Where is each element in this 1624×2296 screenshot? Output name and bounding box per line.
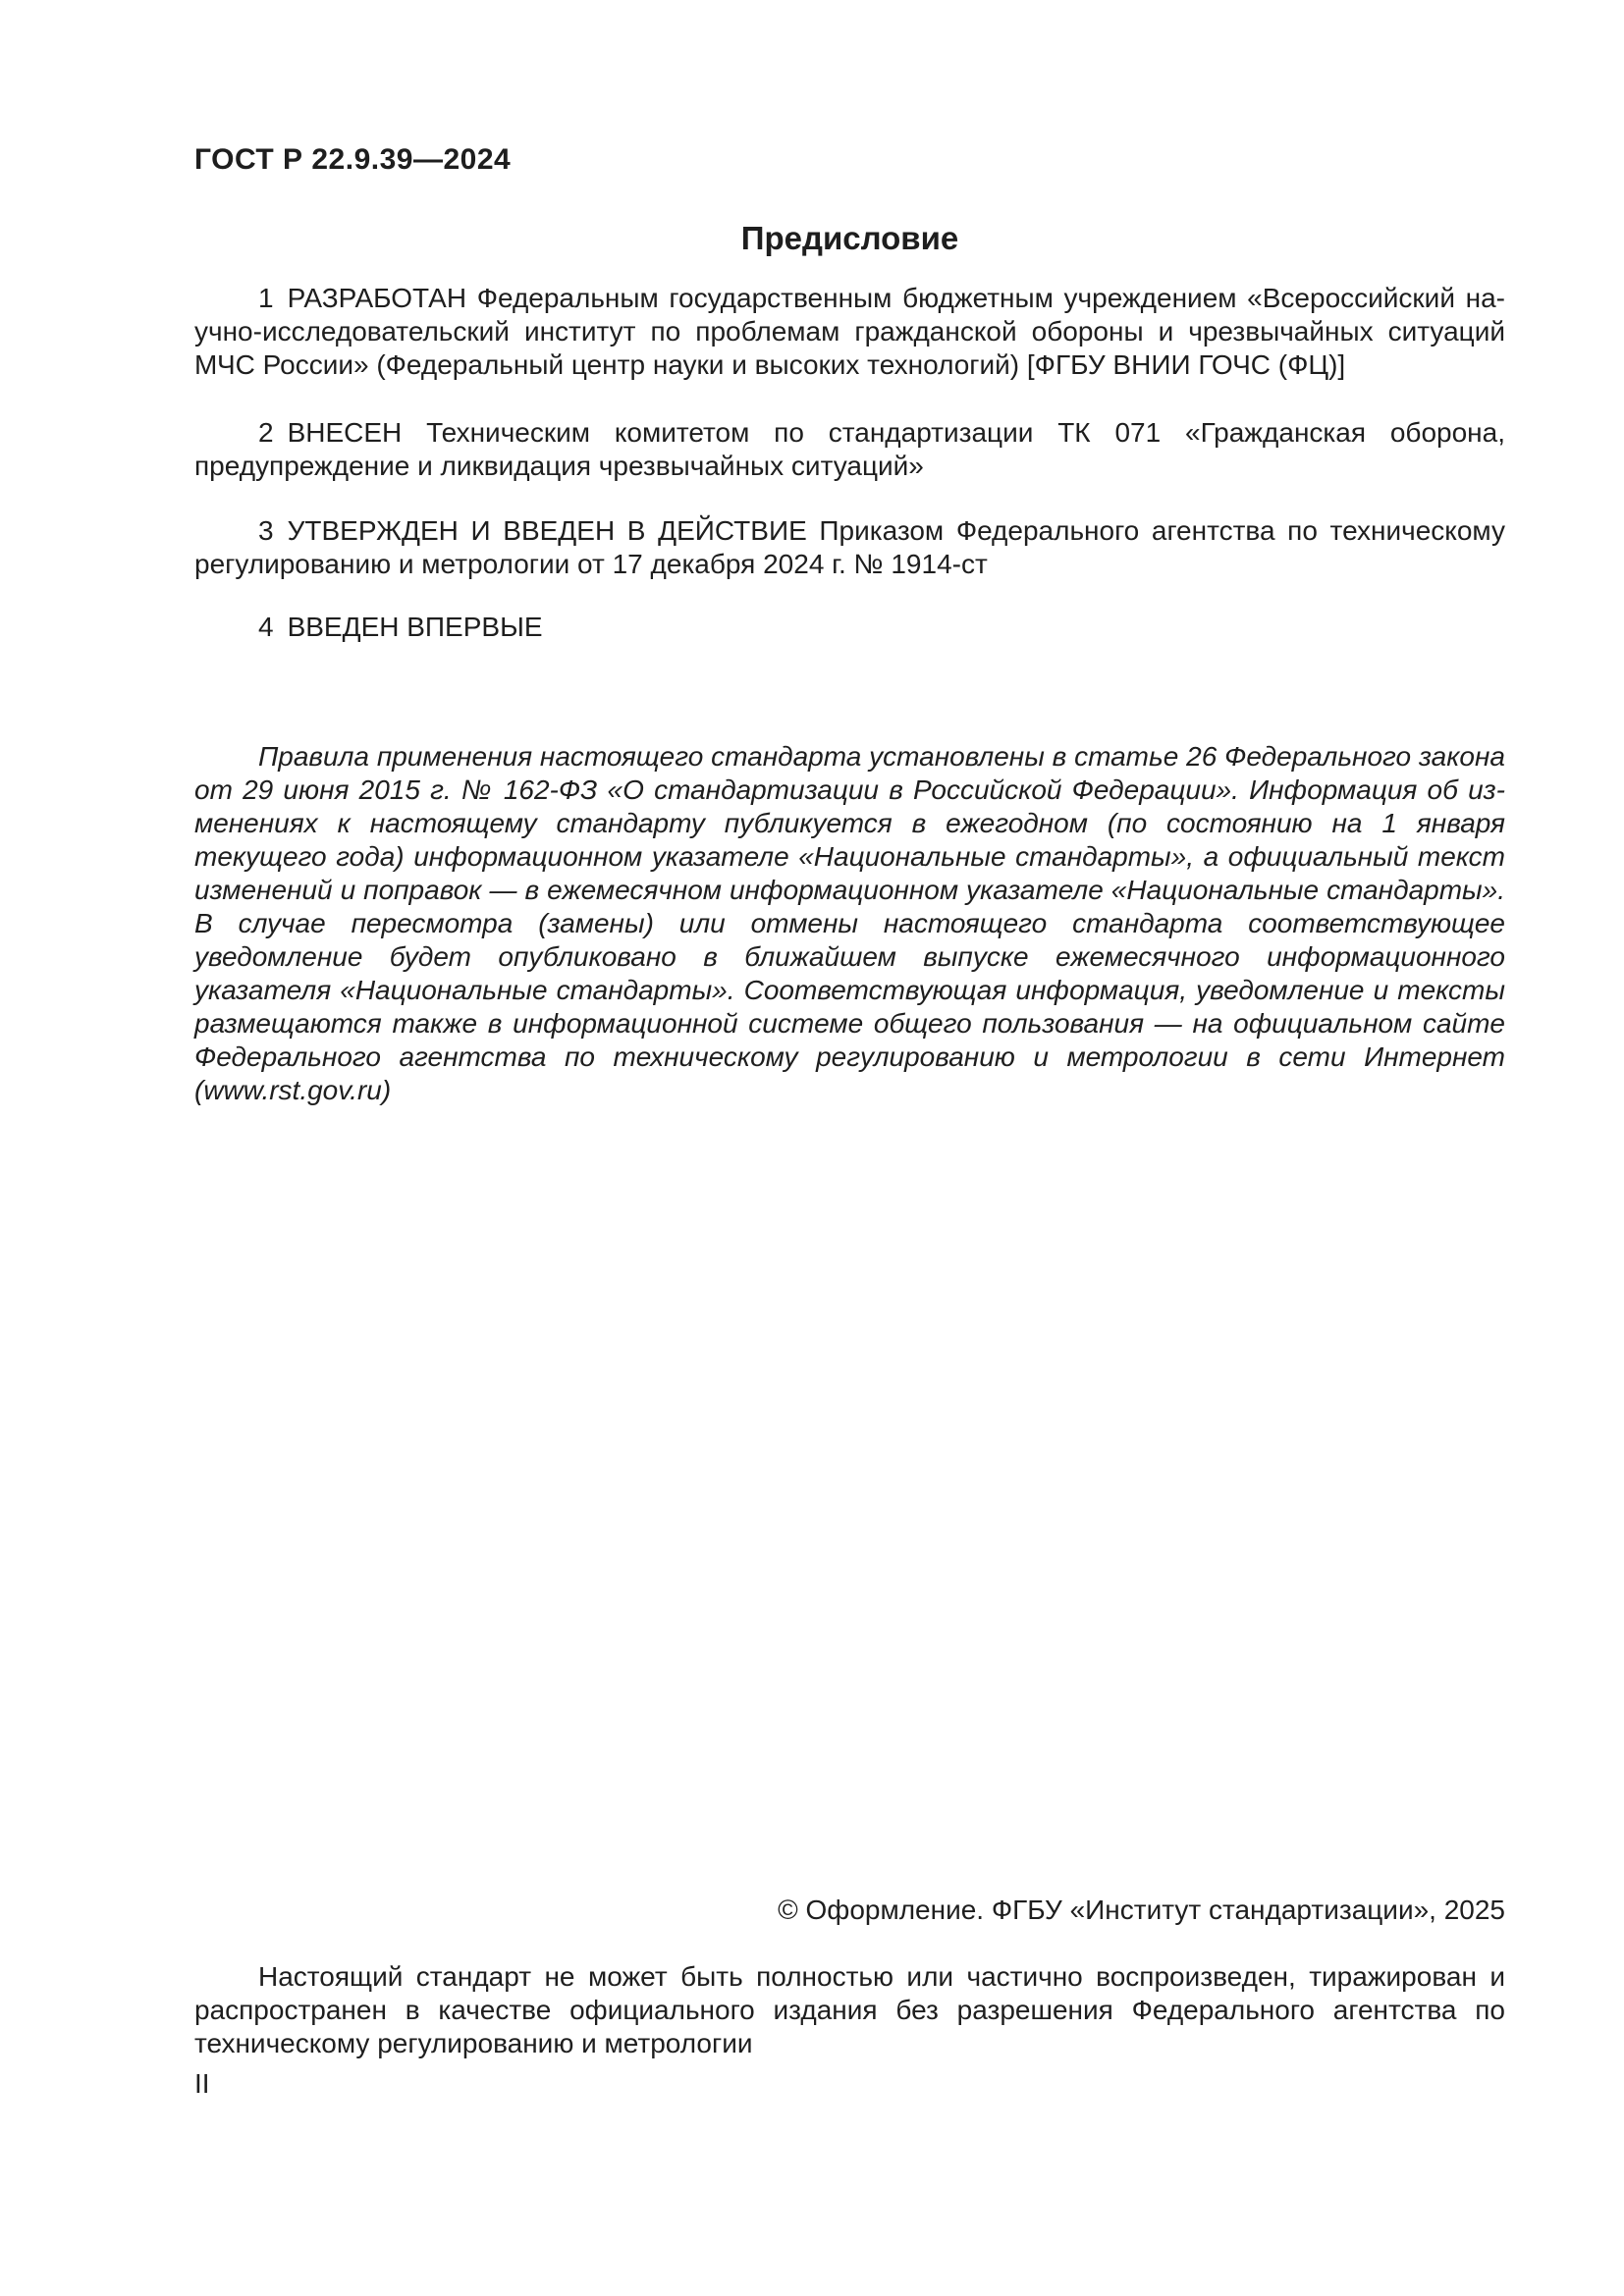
copyright-notice: © Оформление. ФГБУ «Институт стандартизации», 2025 [778, 1895, 1505, 1925]
foreword-item-approved: 3 УТВЕРЖДЕН И ВВЕДЕН В ДЕЙСТВИЕ Приказом Федерального агентства по техническому регулированию и метрологии от 17 декабря 2024 г. № 1914-ст [194, 515, 1505, 579]
foreword-item-submitted: 2 ВНЕСЕН Техническим комитетом по стандартизации ТК 071 «Гражданская оборона, предупреждение и ликвидация чрезвычайных ситуаций» [194, 417, 1505, 481]
application-rules-notice: Правила применения настоящего стандарта установлены в статье 26 Федерального закона от 29 июня 2015 г. № 162-ФЗ «О стандартизации в Российской Федерации». Информация об изменениях к настоящему стандарту публикуется в ежегодном (по состоянию на 1 января текущего года) информационном указателе «Национальные стандарты», а официальный текст изменений и поправок — в ежемесячном информационном указателе «Национальные стандарты». В случае пересмотра (замены) или отмены настоящего стандарта соответствующее уведомление будет опубликовано в ближайшем выпуске ежемесячного информационного указателя «Национальные стандарты». Соответствующая информация, уведомление и тексты размещаются также в информационной системе общего пользования — на официальном сайте Федерального агентства по техническому регулированию и метрологии в сети Интернет (www.rst.gov.ru) [194, 741, 1505, 1105]
page-number: II [194, 2068, 210, 2099]
standard-code-header: ГОСТ Р 22.9.39—2024 [194, 143, 512, 176]
section-title: Предисловие [740, 220, 959, 256]
foreword-item-first-introduced: 4 ВВЕДЕН ВПЕРВЫЕ [258, 612, 543, 642]
reproduction-restriction-notice: Настоящий стандарт не может быть полностью или частично воспроизведен, тиражирован и распространен в качестве официального издания без разрешения Федерального агентства по техническому регулированию и метрологии [194, 1961, 1505, 2058]
foreword-item-developed: 1 РАЗРАБОТАН Федеральным государственным бюджетным учреждением «Всероссийский научно-исследовательский институт по проблемам гражданской обороны и чрезвычайных ситуаций МЧС России» (Федеральный центр науки и высоких технологий) [ФГБУ ВНИИ ГОЧС (ФЦ)] [194, 283, 1505, 380]
